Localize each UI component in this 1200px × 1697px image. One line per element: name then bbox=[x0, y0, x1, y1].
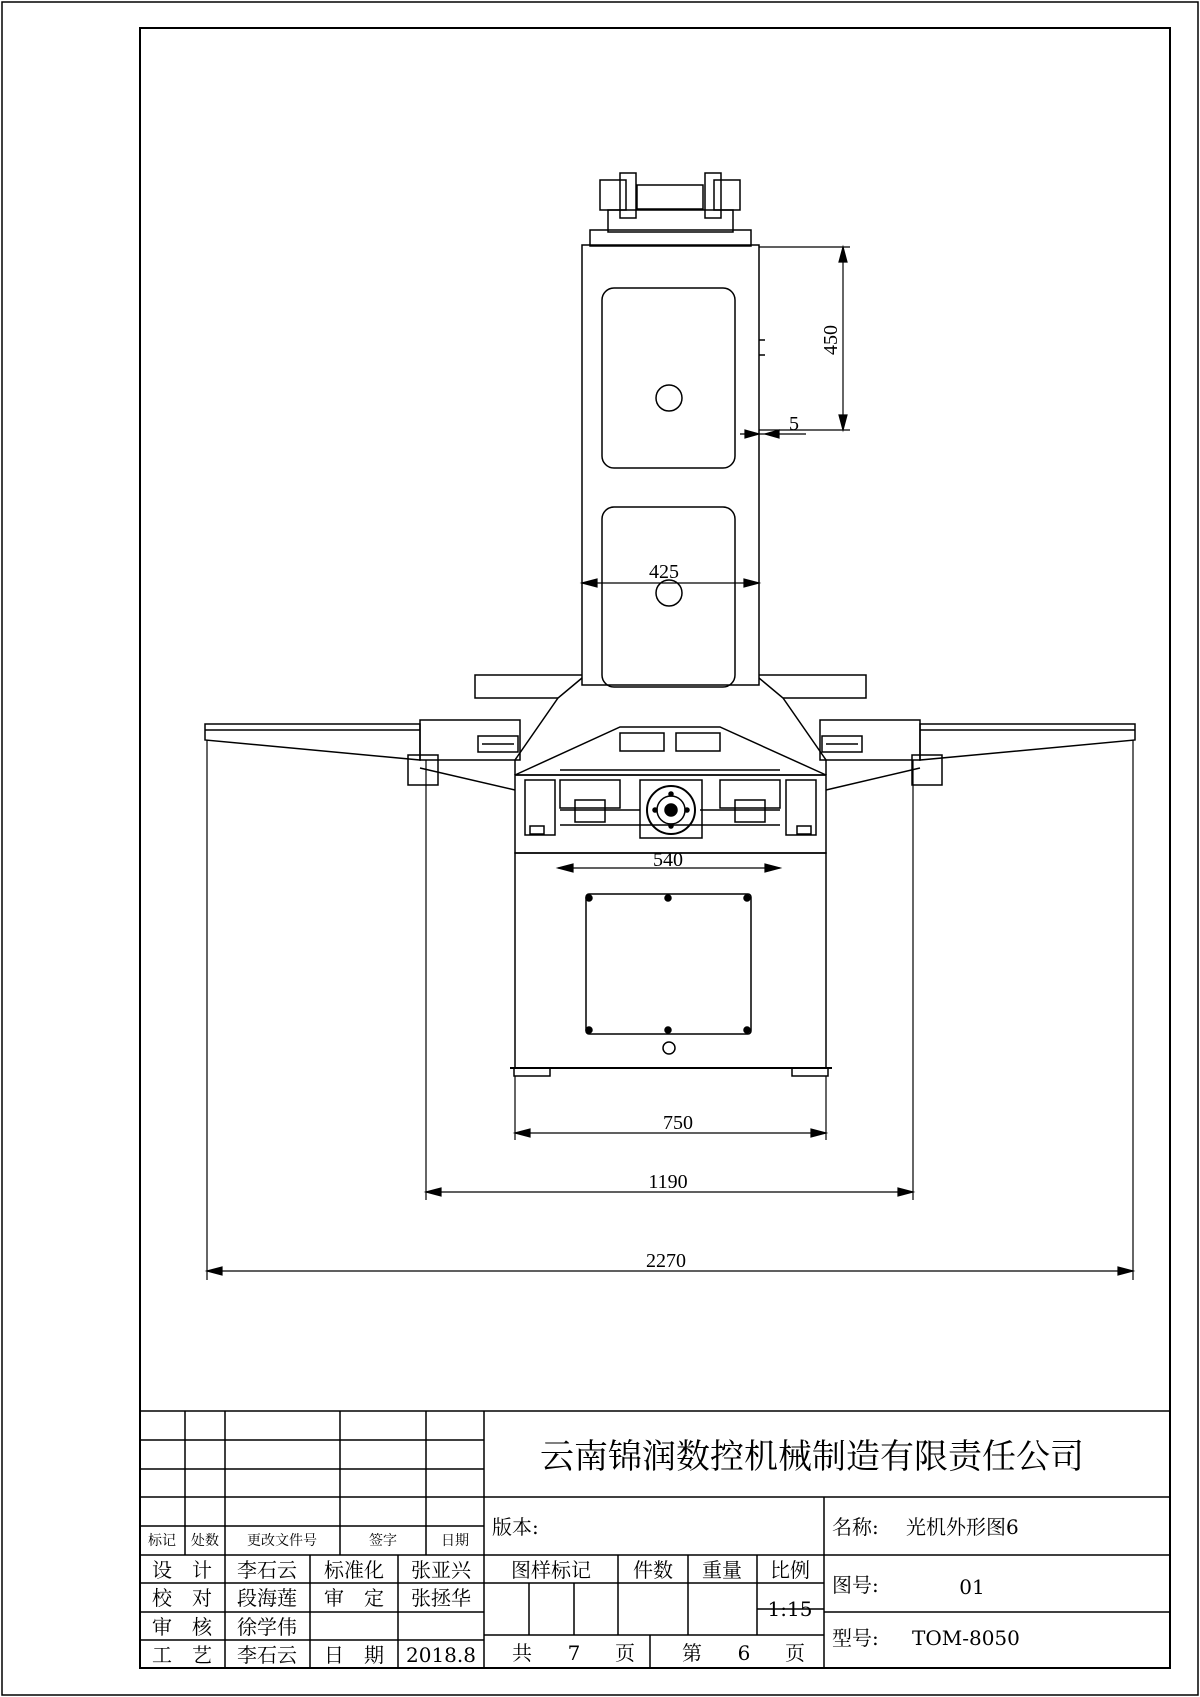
date-value: 2018.8 bbox=[406, 1643, 476, 1667]
head-block bbox=[637, 185, 703, 209]
dim-540: 540 bbox=[653, 849, 683, 871]
weight-label: 重量 bbox=[702, 1558, 742, 1582]
version-label: 版本: bbox=[492, 1515, 539, 1539]
base-cabinet bbox=[515, 853, 826, 1068]
dim-425: 425 bbox=[649, 561, 679, 583]
check-name: 段海莲 bbox=[237, 1586, 297, 1610]
base-hood bbox=[515, 727, 826, 775]
qty-label: 件数 bbox=[633, 1558, 673, 1582]
dim-2270: 2270 bbox=[646, 1250, 686, 1272]
access-panel bbox=[586, 894, 751, 1034]
drawing-frame bbox=[140, 28, 1170, 1668]
right-carriage bbox=[720, 780, 780, 808]
process-label: 工 艺 bbox=[152, 1643, 212, 1667]
rev-header-mark: 标记 bbox=[148, 1533, 176, 1549]
name-value: 光机外形图6 bbox=[906, 1515, 1019, 1539]
drawing-no-value: 01 bbox=[959, 1575, 985, 1599]
lower-bore bbox=[656, 580, 682, 606]
design-name: 李石云 bbox=[237, 1558, 297, 1582]
total-page-unit: 页 bbox=[615, 1641, 635, 1665]
dim-5: 5 bbox=[789, 413, 799, 435]
sheet-label: 第 bbox=[682, 1641, 702, 1665]
total-pages: 7 bbox=[567, 1641, 581, 1665]
design-label: 设 计 bbox=[152, 1558, 212, 1582]
standard-label: 标准化 bbox=[324, 1558, 384, 1582]
total-label: 共 bbox=[512, 1641, 532, 1665]
dim-450: 450 bbox=[820, 325, 842, 355]
review-label: 审 核 bbox=[152, 1615, 212, 1639]
sheet-page-unit: 页 bbox=[785, 1641, 805, 1665]
company-name: 云南锦润数控机械制造有限责任公司 bbox=[540, 1437, 1084, 1477]
mark-label: 图样标记 bbox=[511, 1558, 591, 1582]
dim-750: 750 bbox=[663, 1112, 693, 1134]
check-label: 校 对 bbox=[152, 1586, 212, 1610]
rev-header-date: 日期 bbox=[441, 1533, 469, 1549]
approve-name: 张拯华 bbox=[411, 1586, 471, 1610]
rev-header-file: 更改文件号 bbox=[247, 1533, 317, 1549]
model-label: 型号: bbox=[832, 1626, 879, 1650]
name-label: 名称: bbox=[832, 1515, 879, 1539]
scale-label: 比例 bbox=[770, 1558, 810, 1582]
drawing-no-label: 图号: bbox=[832, 1573, 879, 1597]
scale-value: 1:15 bbox=[767, 1597, 813, 1621]
rev-header-count: 处数 bbox=[191, 1533, 219, 1549]
left-carriage bbox=[560, 780, 620, 808]
upper-bore bbox=[656, 385, 682, 411]
rev-header-sign: 签字 bbox=[369, 1533, 397, 1549]
model-value: TOM-8050 bbox=[912, 1626, 1020, 1650]
sheet-no: 6 bbox=[737, 1641, 751, 1665]
dim-1190: 1190 bbox=[648, 1171, 688, 1193]
date-label: 日 期 bbox=[324, 1643, 384, 1667]
column bbox=[582, 245, 759, 685]
machine-front-view bbox=[205, 173, 1135, 1076]
standard-name: 张亚兴 bbox=[411, 1558, 471, 1582]
approve-label: 审 定 bbox=[324, 1586, 384, 1610]
process-name: 李石云 bbox=[237, 1643, 297, 1667]
column-window-lower bbox=[602, 507, 735, 687]
column-window-upper bbox=[602, 288, 735, 468]
review-name: 徐学伟 bbox=[237, 1615, 297, 1639]
